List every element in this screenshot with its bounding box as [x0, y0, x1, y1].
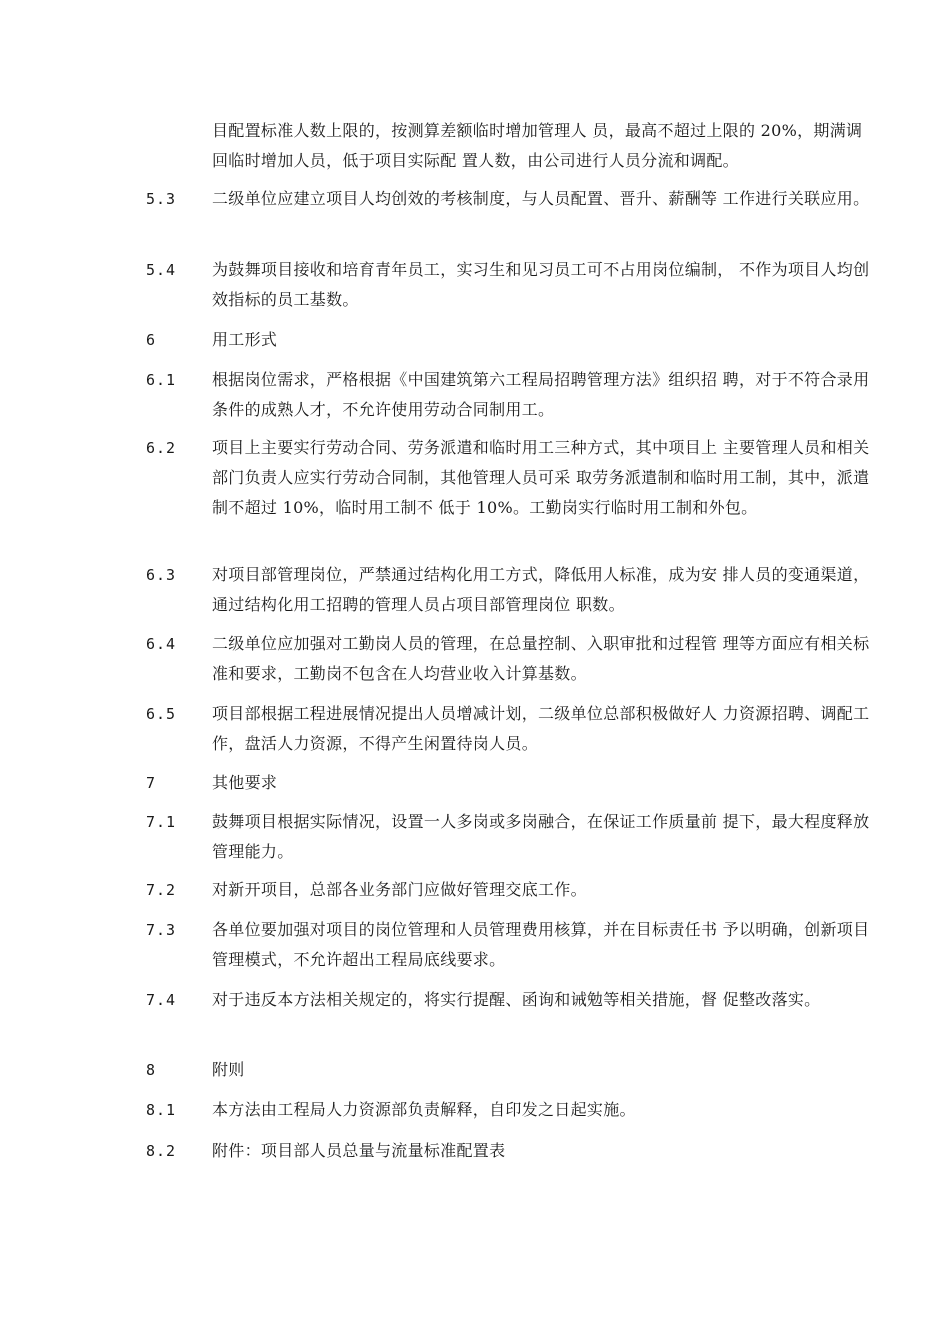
- clause-text: 二级单位应加强对工勤岗人员的管理，在总量控制、入职审批和过程管 理等方面应有相关标准和要求，工勤岗不包含在人均营业收入计算基数。: [212, 634, 870, 683]
- clause-number: 8.2: [146, 1142, 177, 1160]
- clause-text: 对项目部管理岗位，严禁通过结构化用工方式，降低用人标准，成为安 排人员的变通渠道，通过结构化用工招聘的管理人员占项目部管理岗位 职数。: [212, 565, 870, 614]
- section-title: 附则: [212, 1060, 245, 1079]
- clause-number: 6.4: [146, 635, 177, 653]
- clause-number: 5.4: [146, 261, 177, 279]
- clause-text: 附件：项目部人员总量与流量标准配置表: [212, 1141, 506, 1160]
- clause-text: 为鼓舞项目接收和培育青年员工，实习生和见习员工可不占用岗位编制， 不作为项目人均创效指标的员工基数。: [212, 260, 870, 309]
- clause-number: 6.3: [146, 566, 177, 584]
- clause-number: 8.1: [146, 1101, 177, 1119]
- clause-text: 各单位要加强对项目的岗位管理和人员管理费用核算，并在目标责任书 予以明确，创新项目管理模式，不允许超出工程局底线要求。: [212, 920, 870, 969]
- section-number: 7: [146, 774, 157, 792]
- clause-text: 项目部根据工程进展情况提出人员增减计划，二级单位总部积极做好人 力资源招聘、调配工作，盘活人力资源，不得产生闲置待岗人员。: [212, 704, 870, 753]
- clause-number: 7.2: [146, 881, 177, 899]
- clause-text: 对新开项目，总部各业务部门应做好管理交底工作。: [212, 880, 587, 899]
- clause-number: 7.3: [146, 921, 177, 939]
- clause-text: 二级单位应建立项目人均创效的考核制度，与人员配置、晋升、薪酬等 工作进行关联应用。: [212, 189, 870, 208]
- clause-number: 6.2: [146, 439, 177, 457]
- continued-paragraph: 目配置标准人数上限的，按测算差额临时增加管理人 员，最高不超过上限的 20%，期满调回临时增加人员，低于项目实际配 置人数，由公司进行人员分流和调配。: [212, 121, 863, 170]
- clause-number: 6.5: [146, 705, 177, 723]
- clause-number: 6.1: [146, 371, 177, 389]
- clause-number: 7.1: [146, 813, 177, 831]
- section-number: 6: [146, 331, 157, 349]
- clause-text: 对于违反本方法相关规定的，将实行提醒、函询和诫勉等相关措施，督 促整改落实。: [212, 990, 821, 1009]
- clause-number: 5.3: [146, 190, 177, 208]
- clause-number: 7.4: [146, 991, 177, 1009]
- clause-text: 鼓舞项目根据实际情况，设置一人多岗或多岗融合，在保证工作质量前 提下，最大程度释放管理能力。: [212, 812, 870, 861]
- section-title: 其他要求: [212, 773, 278, 792]
- section-title: 用工形式: [212, 330, 278, 349]
- section-number: 8: [146, 1061, 157, 1079]
- clause-text: 项目上主要实行劳动合同、劳务派遣和临时用工三种方式，其中项目上 主要管理人员和相关部门负责人应实行劳动合同制，其他管理人员可采 取劳务派遣制和临时用工制，其中，派遣制不超过 10%，临时用工制不 低于 10%。工勤岗实行临时用工制和外包。: [212, 438, 870, 517]
- clause-text: 根据岗位需求，严格根据《中国建筑第六工程局招聘管理方法》组织招 聘，对于不符合录用条件的成熟人才，不允许使用劳动合同制用工。: [212, 370, 870, 419]
- clause-text: 本方法由工程局人力资源部负责解释，自印发之日起实施。: [212, 1100, 636, 1119]
